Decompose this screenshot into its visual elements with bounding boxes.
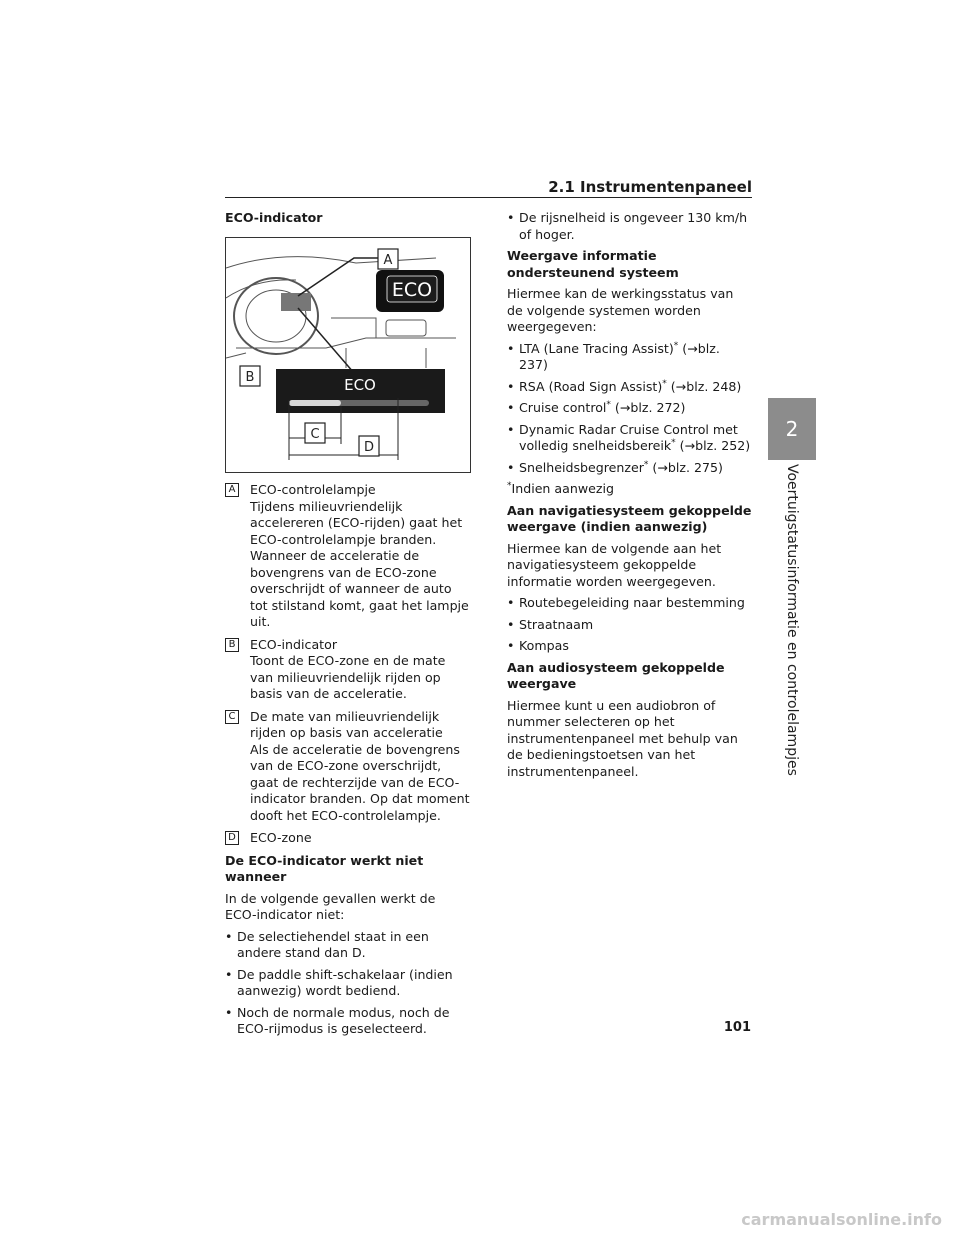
support-heading: Weergave informatie ondersteunend systeem bbox=[507, 248, 679, 280]
right-column bbox=[507, 210, 752, 785]
support-item-name: RSA (Road Sign Assist) bbox=[519, 378, 663, 394]
legend-letter-d: D bbox=[225, 831, 239, 845]
support-item bbox=[507, 422, 752, 455]
label-a: A bbox=[383, 253, 393, 268]
footnote-marker: * bbox=[662, 378, 667, 389]
legend-title-d: ECO-zone bbox=[250, 830, 312, 845]
support-item-name: Dynamic Radar Cruise Control met volledig snelheidsbereik bbox=[519, 421, 738, 453]
page-reference[interactable]: (→blz. 237) bbox=[519, 340, 720, 372]
legend-item-d bbox=[225, 830, 470, 847]
support-item-name: Snelheidsbegrenzer bbox=[519, 459, 644, 475]
not-working-item: • Noch de normale modus, noch de ECO-rijmodus is geselecteerd. bbox=[225, 1005, 470, 1038]
section-title: 2.1 Instrumentenpaneel bbox=[548, 178, 752, 196]
legend-letter-c: C bbox=[225, 710, 239, 724]
speed-condition-item: • De rijsnelheid is ongeveer 130 km/h of hoger. bbox=[507, 210, 752, 243]
support-item bbox=[507, 379, 752, 396]
page-reference[interactable]: (→blz. 252) bbox=[675, 438, 751, 453]
nav-item: • Kompas bbox=[507, 638, 752, 655]
footnote-text: Indien aanwezig bbox=[511, 481, 614, 496]
legend-text-b: Toont de ECO-zone en de mate van milieuvriendelijk rijden op basis van de acceleratie. bbox=[250, 653, 446, 701]
support-item-name: LTA (Lane Tracing Assist) bbox=[519, 340, 674, 356]
audio-heading: Aan audiosysteem gekoppelde weergave bbox=[507, 659, 725, 691]
legend-letter-a: A bbox=[225, 483, 239, 497]
dashboard-illustration bbox=[226, 238, 470, 472]
chapter-number: 2 bbox=[785, 417, 799, 441]
support-item bbox=[507, 341, 752, 374]
watermark: carmanualsonline.info bbox=[741, 1210, 942, 1229]
eco-indicator-heading: ECO-indicator bbox=[225, 210, 323, 225]
legend-item-c bbox=[225, 709, 470, 825]
header-divider bbox=[225, 197, 752, 198]
audio-text: Hiermee kunt u een audiobron of nummer selecteren op het instrumentenpaneel met behulp van de bedieningstoetsen van het instrumentenpaneel. bbox=[507, 697, 738, 779]
not-working-heading: De ECO-indicator werkt niet wanneer bbox=[225, 852, 424, 884]
page-number: 101 bbox=[723, 1020, 751, 1035]
legend-item-b bbox=[225, 637, 470, 703]
eco-level-bar bbox=[289, 400, 341, 406]
page-reference[interactable]: (→blz. 248) bbox=[666, 378, 742, 394]
legend-text-c: Als de acceleratie de bovengrens van de ECO-zone overschrijdt, gaat de rechterzijde van de ECO-indicator branden. Op dat moment dooft het ECO-controlelampje. bbox=[250, 741, 470, 823]
chapter-title: Voertuigstatusinformatie en controlelampjes bbox=[784, 464, 800, 776]
nav-item: • Routebegeleiding naar bestemming bbox=[507, 595, 752, 612]
label-d: D bbox=[363, 440, 375, 455]
footnote-marker: * bbox=[606, 399, 611, 410]
left-column-top bbox=[225, 210, 470, 232]
left-column-text bbox=[225, 482, 470, 1043]
page-reference[interactable]: (→blz. 275) bbox=[648, 459, 723, 475]
legend-letter-b: B bbox=[225, 638, 239, 652]
cluster-screen bbox=[281, 293, 311, 311]
nav-heading: Aan navigatiesysteem gekoppelde weergave (indien aanwezig) bbox=[507, 502, 752, 534]
eco-badge-text: ECO bbox=[391, 279, 433, 301]
page-reference[interactable]: (→blz. 272) bbox=[610, 400, 686, 415]
not-working-intro: In de volgende gevallen werkt de ECO-indicator niet: bbox=[225, 890, 436, 922]
label-c: C bbox=[310, 427, 320, 442]
not-working-item: • De selectiehendel staat in een andere stand dan D. bbox=[225, 929, 470, 962]
footnote-marker: * bbox=[643, 459, 649, 470]
support-item bbox=[507, 460, 752, 477]
legend-title-b: ECO-indicator bbox=[250, 636, 337, 652]
not-working-item: • De paddle shift-schakelaar (indien aanwezig) wordt bediend. bbox=[225, 967, 470, 1000]
nav-item: • Straatnaam bbox=[507, 617, 752, 634]
legend-item-a bbox=[225, 482, 470, 631]
footnote bbox=[507, 481, 752, 498]
support-intro: Hiermee kan de werkingsstatus van de volgende systemen worden weergegeven: bbox=[507, 286, 734, 334]
footnote-marker: * bbox=[507, 480, 512, 491]
chapter-title-vertical bbox=[768, 464, 816, 776]
eco-bar-text: ECO bbox=[344, 376, 376, 394]
support-item-name: Cruise control bbox=[519, 400, 607, 415]
legend-text-a: Tijdens milieuvriendelijk accelereren (ECO-rijden) gaat het ECO-controlelampje branden. Wanneer de acceleratie de bovengrens van de ECO-zone overschrijdt of wanneer de auto tot stilstand komt, gaat het lampje uit. bbox=[250, 498, 469, 629]
chapter-tab bbox=[768, 398, 816, 460]
support-item bbox=[507, 400, 752, 417]
label-b: B bbox=[245, 370, 255, 385]
legend-title-c: De mate van milieuvriendelijk rijden op basis van acceleratie bbox=[250, 708, 443, 740]
eco-indicator-figure bbox=[225, 237, 471, 473]
nav-intro: Hiermee kan de volgende aan het navigatiesysteem gekoppelde informatie worden weergegeven. bbox=[507, 540, 722, 589]
footnote-marker: * bbox=[671, 437, 676, 448]
footnote-marker: * bbox=[673, 340, 679, 351]
legend-title-a: ECO-controlelampje bbox=[250, 482, 376, 497]
